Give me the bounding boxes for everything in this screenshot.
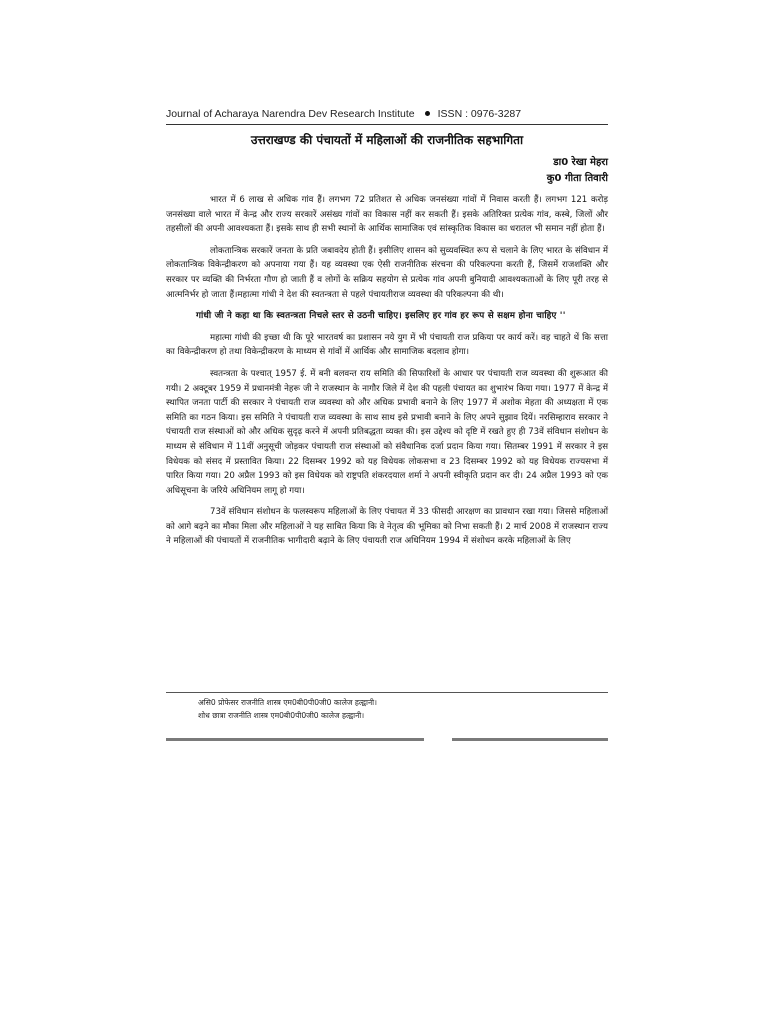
header-rule [166, 124, 608, 125]
paragraph: लोकतान्त्रिक सरकारें जनता के प्रति जबावदेय होती हैं। इसीलिए शासन को सुव्यवस्थित रूप से चलाने के लिए भारत के संविधान में लोकतान्त्रिक विकेन्द्रीकरण को अपनाया गया हैं। यह व्यवस्था एक ऐसी राजनीतिक संरचना की परिकल्पना करती हैं, जिसमें राजशक्ति और सरकार पर व्यक्ति की निर्भरता गौण हो जाती हैं व लोगों के सक्रिय सहयोग से प्रत्येक गांव अपनी बुनियादी आवश्यकताओं के लिए पूरी तरह से आत्मनिर्भर हो जाता हैं।महात्मा गांधी ने देश की स्वतन्त्रता से पहले पंचायतीराज व्यवस्था की परिकल्पना की थी। [166, 245, 608, 300]
author-2: कु0 गीता तिवारी [546, 173, 608, 184]
paragraph: भारत में 6 लाख से अधिक गांव हैं। लगभग 72 प्रतिशत से अधिक जनसंख्या गांवों में निवास करती हैं। लगभग 121 करोड़ जनसंख्या वाले भारत में केन्द्र और राज्य सरकारें असंख्य गांवों का विकास नहीं कर सकती हैं। इसके अतिरिक्त प्रत्येक गांव, कस्बे, जिलों और तहसीलों की अपनी आवश्यकता हैं। इसके साथ ही सभी स्थानों के आर्थिक सामाजिक एवं सांस्कृतिक विकास का धरातल भी समान नहीं होता हैं। [166, 195, 608, 235]
footnote-2: शोध छात्रा राजनीति शास्त्र एम0बी0पी0जी0 कालेज हल्द्वानी। [198, 711, 365, 720]
paragraph: स्वतन्त्रता के पश्चात् 1957 ई. में बनी बलवन्त राय समिति की सिफारिशों के आधार पर पंचायती राज व्यवस्था की शुरूआत की गयी। 2 अक्टूबर 1959 में प्रधानमंत्री नेहरू जी ने राजस्थान के नागौर जिले में देश की पहली पंचायत का शुभारंभ किया गया। 1977 में केन्द्र में स्थापित जनता पार्टी की सरकार ने पंचायती राज व्यवस्था को और अधिक प्रभावी बनाने के लिए 1977 में अशोक मेहता की अध्यक्षता में एक समिति का गठन किया। इस समिति ने पंचायती राज व्यवस्था के साथ साथ इसे प्रभावी बनाने के लिए अपने सुझाव दियें। नरसिम्हाराव सरकार ने पंचायती राज संस्थाओं को और अधिक सुदृढ़ करने में अपनी प्रतिबद्धता व्यक्त की। इस उद्देश्य को दृष्टि में रखते हुए ही 73वें संविधान संशोधन के माध्यम से संविधान में 11वीं अनुसूची जोड़कर पंचायती राज संस्थाओं को संवैधानिक दर्जा प्रदान किया गया। सितम्बर 1991 में सरकार ने इस विधेयक को संसद में प्रस्तावित किया। 22 दिसम्बर 1992 को यह विधेयक लोकसभा व 23 दिसम्बर 1992 को यह विधेयक राज्यसभा में पारित किया गया। 20 अप्रैल 1993 को इस विधेयक को राष्ट्रपति शंकरदयाल शर्मा ने अपनी स्वीकृति प्रदान कर दी। 24 अप्रैल 1993 को एक अधिसूचना के जरिये अधिनियम लागू हो गया। [166, 368, 608, 496]
footnotes [198, 696, 608, 722]
author-block [500, 155, 608, 187]
author-1: डा0 रेखा मेहरा [553, 157, 608, 168]
article-body [166, 193, 608, 556]
article-title: उत्तराखण्ड की पंचायतों में महिलाओं की राजनीतिक सहभागिता [250, 133, 524, 147]
bottom-rule-left [166, 738, 424, 741]
paragraph: 73वें संविधान संशोधन के फलस्वरूप महिलाओं के लिए पंचायत में 33 फीसदी आरक्षण का प्रावधान रखा गया। जिससे महिलाओं को आगे बढ़ने का मौका मिला और महिलाओं ने यह साबित किया कि वे नेतृत्व की भूमिका को निभा सकती हैं। 2 मार्च 2008 में राजस्थान राज्य ने महिलाओं की पंचायतों में राजनीतिक भागीदारी बढ़ाने के लिए पंचायती राज अधिनियम 1994 में संशोधन करके महिलाओं के लिए [166, 507, 608, 547]
bullet-separator [425, 111, 430, 116]
quote-paragraph: गांधी जी ने कहा था कि स्वतन्त्रता निचले स्तर से उठनी चाहिए। इसलिए हर गांव हर रूप से सक्षम होना चाहिए '' [196, 311, 566, 322]
footnote-1: असि0 प्रोफेसर राजनीति शास्त्र एम0बी0पी0जी0 कालेज हल्द्वानी। [198, 698, 378, 707]
bottom-rule-right [452, 738, 608, 741]
running-header [166, 108, 608, 120]
journal-name: Journal of Acharaya Narendra Dev Research Institute [166, 108, 415, 120]
footnote-rule [166, 692, 608, 693]
issn: ISSN : 0976-3287 [437, 108, 522, 120]
paragraph: महात्मा गांधी की इच्छा थी कि पूरे भारतवर्ष का प्रशासन नये युग में भी पंचायती राज प्रकिया पर कार्य करें। वह चाहते थें कि सत्ता का विकेन्द्रीकरण हो तथा विकेन्द्रीकरण के माध्यम से गांवों में आर्थिक और सामाजिक बदलाव होगा। [166, 332, 608, 358]
